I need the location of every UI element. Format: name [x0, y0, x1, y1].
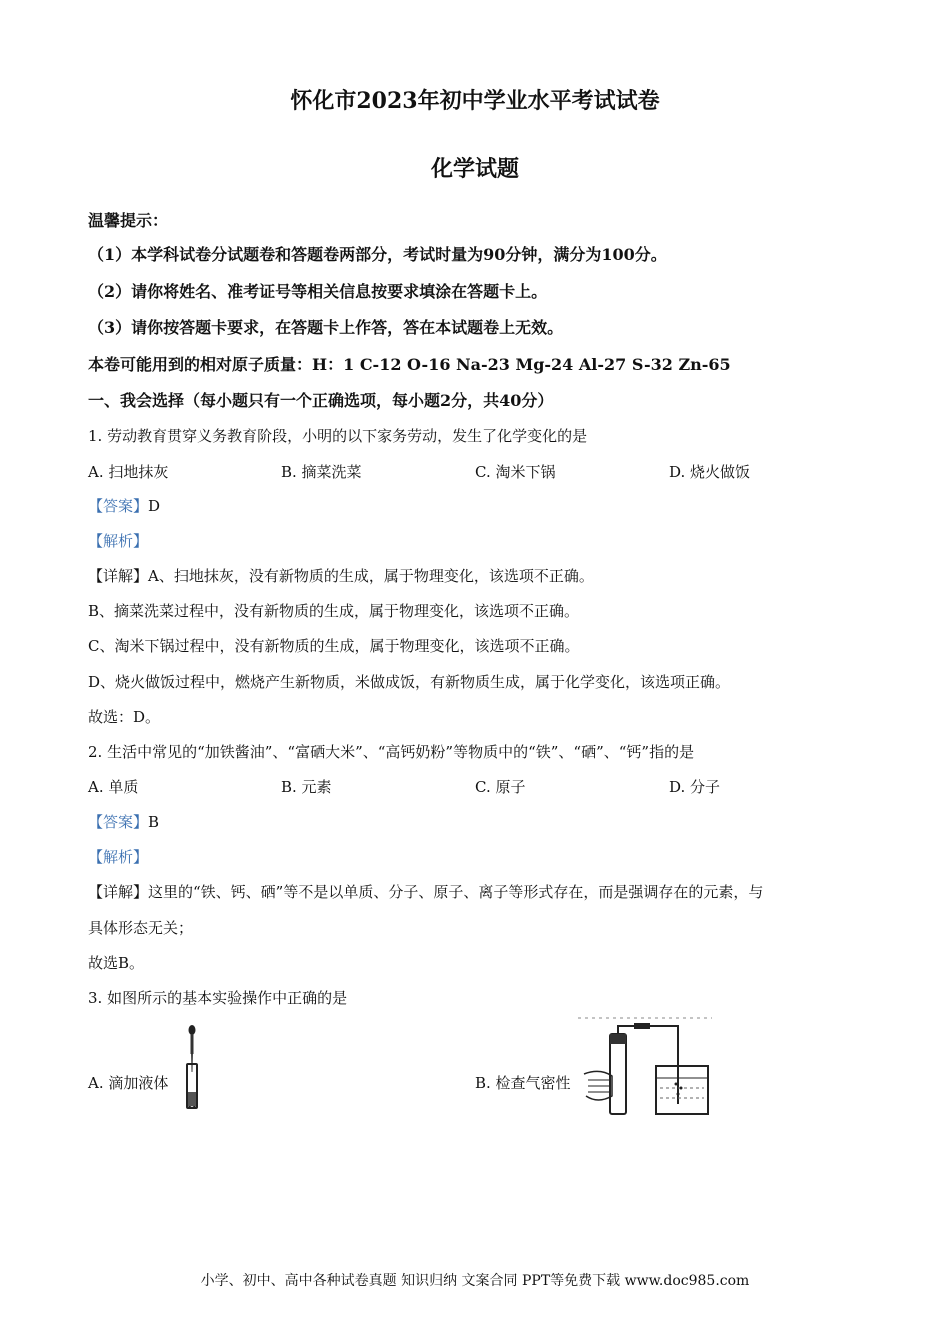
detail-line: 故选B。 [88, 954, 145, 972]
detail-text: A、扫地抹灰，没有新物质的生成，属于物理变化，该选项不正确。 [148, 567, 594, 585]
option-b: B. 摘菜洗菜 [281, 463, 362, 481]
atomic-mass-line: 本卷可能用到的相对原子质量：H：1 C-12 O-16 Na-23 Mg-24 Al-27 S-32 Zn-65 [88, 355, 731, 374]
question-stem: 1. 劳动教育贯穿义务教育阶段，小明的以下家务劳动，发生了化学变化的是 [88, 427, 588, 445]
airtightness-check-figure [578, 1016, 712, 1118]
option-c: C. 淘米下锅 [475, 463, 556, 481]
answer-tag: 【答案】 [88, 813, 149, 831]
answer-tag: 【答案】 [88, 497, 149, 515]
option-d: D. 烧火做饭 [669, 463, 751, 481]
detail-text: 这里的“铁、钙、硒”等不是以单质、分子、原子、离子等形式存在，而是强调存在的元素，与 [148, 883, 764, 901]
detail-line: 故选：D。 [88, 708, 161, 726]
dropper-test-tube-figure [180, 1024, 204, 1116]
analysis-tag: 【解析】 [88, 848, 149, 866]
detail-line: 具体形态无关； [88, 919, 194, 937]
detail-line: B、摘菜洗菜过程中，没有新物质的生成，属于物理变化，该选项不正确。 [88, 602, 580, 620]
option-b: B. 元素 [281, 778, 332, 796]
answer-value: D [148, 497, 161, 515]
detail-tag: 【详解】 [88, 883, 149, 901]
tips-heading: 温馨提示： [88, 211, 169, 230]
detail-line [88, 565, 862, 586]
answer-line [88, 495, 862, 516]
section-heading: 一、我会选择（每小题只有一个正确选项，每小题2分，共40分） [88, 391, 554, 410]
option-c: C. 原子 [475, 778, 526, 796]
detail-line: C、淘米下锅过程中，没有新物质的生成，属于物理变化，该选项不正确。 [88, 637, 580, 655]
question-stem: 3. 如图所示的基本实验操作中正确的是 [88, 989, 348, 1007]
answer-value: B [148, 813, 160, 831]
option-d: D. 分子 [669, 778, 721, 796]
question-stem: 2. 生活中常见的“加铁酱油”、“富硒大米”、“高钙奶粉”等物质中的“铁”、“硒”、“钙”指的是 [88, 743, 695, 761]
option-a: A. 滴加液体 [88, 1074, 169, 1092]
detail-line: D、烧火做饭过程中，燃烧产生新物质，米做成饭，有新物质生成，属于化学变化，该选项正确。 [88, 673, 731, 691]
detail-line [88, 881, 862, 902]
option-a: A. 扫地抹灰 [88, 463, 169, 481]
page-footer: 小学、初中、高中各种试卷真题 知识归纳 文案合同 PPT等免费下载 www.doc985.com [200, 1273, 750, 1289]
detail-tag: 【详解】 [88, 567, 149, 585]
analysis-tag: 【解析】 [88, 532, 149, 550]
exam-title: 怀化市2023年初中学业水平考试试卷 [290, 88, 660, 114]
tip-item: （1）本学科试卷分试题卷和答题卷两部分，考试时量为90分钟，满分为100分。 [88, 245, 667, 264]
option-b: B. 检查气密性 [475, 1074, 571, 1092]
answer-line [88, 811, 862, 832]
tip-item: （2）请你将姓名、准考证号等相关信息按要求填涂在答题卡上。 [88, 282, 548, 301]
exam-subtitle: 化学试题 [430, 156, 519, 182]
tip-item: （3）请你按答题卡要求，在答题卡上作答，答在本试题卷上无效。 [88, 318, 564, 337]
option-a: A. 单质 [88, 778, 139, 796]
